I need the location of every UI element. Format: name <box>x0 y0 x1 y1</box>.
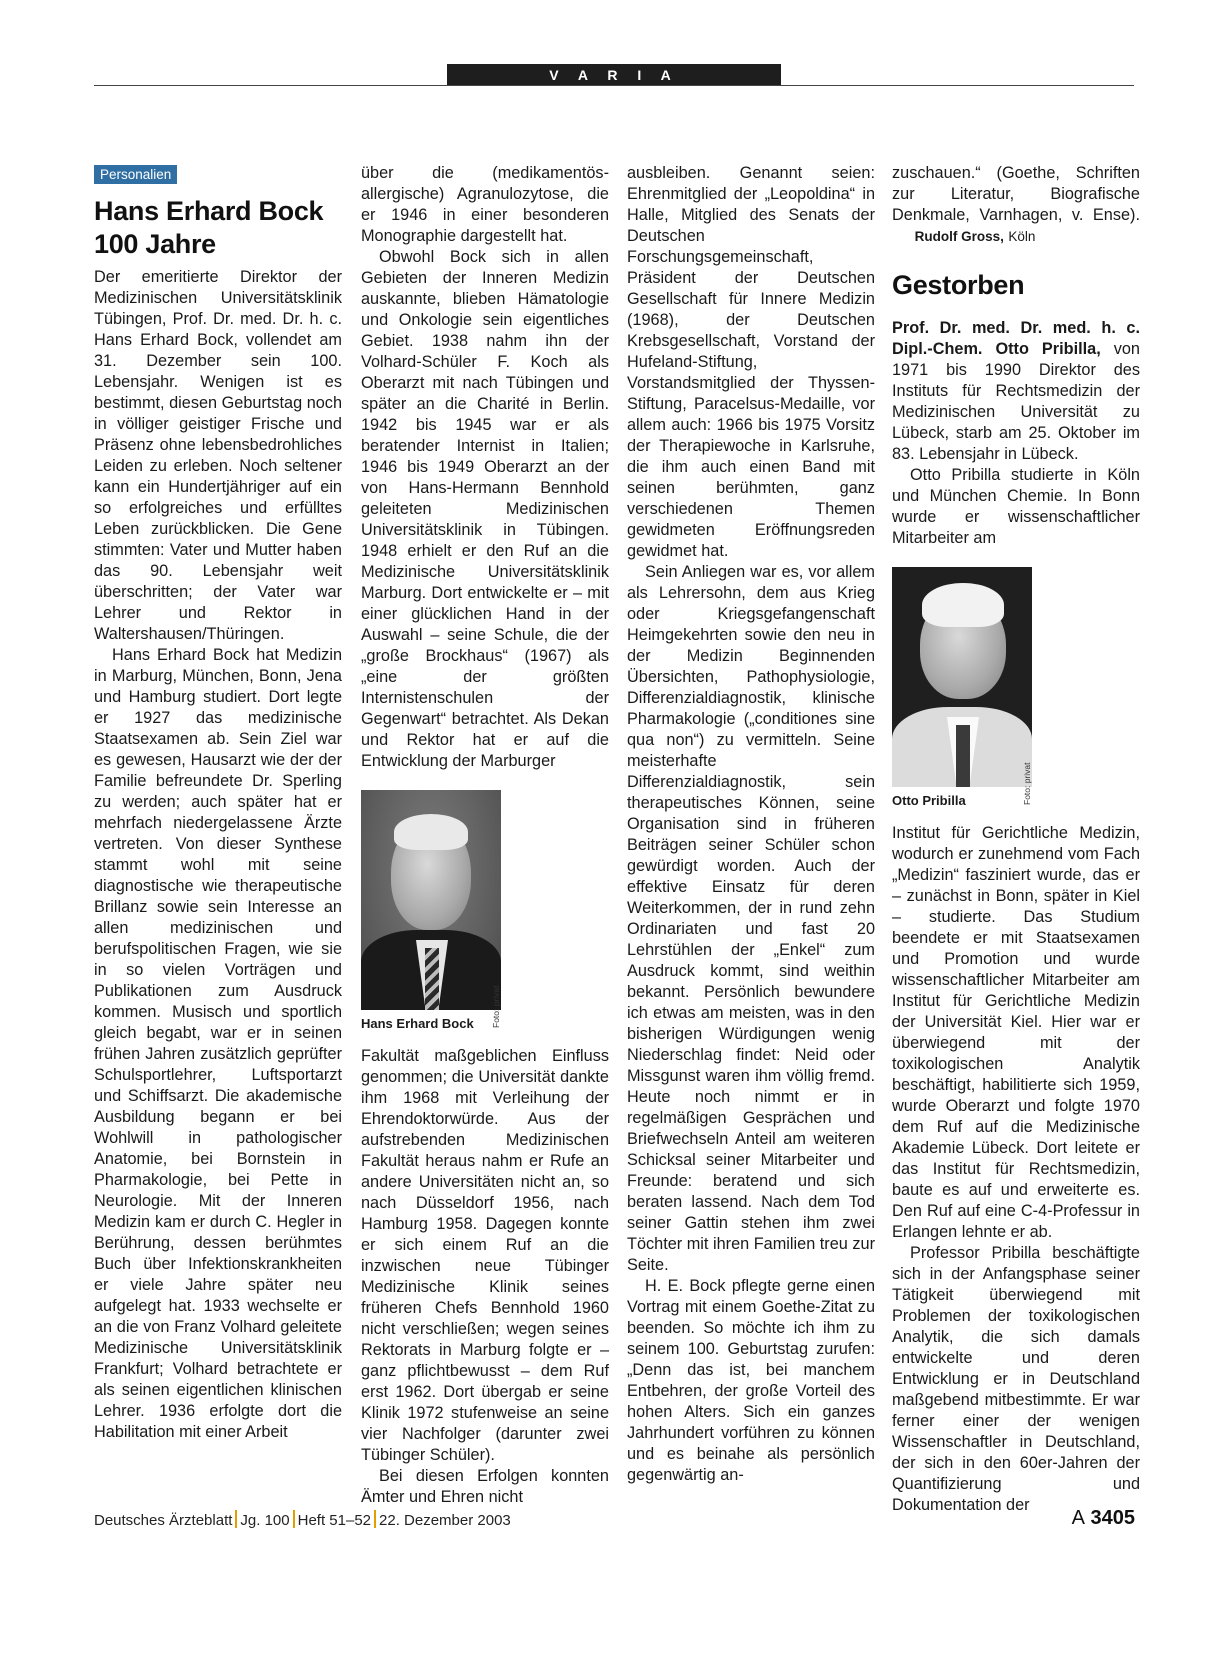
column-4 <box>892 163 1140 1516</box>
page-number-value: 3405 <box>1090 1507 1135 1529</box>
paragraph: Bei diesen Erfolgen konnten Ämter und Ehren nicht <box>361 1467 609 1506</box>
portrait-photo-bock <box>361 790 501 1010</box>
section-header: V A R I A <box>447 64 781 86</box>
photo-figure-bock <box>361 790 609 1032</box>
paragraph: Sein Anliegen war es, vor allem als Lehrersohn, dem aus Krieg oder Kriegsgefangenschaft Heimgekehrten sowie den neu in der Medizin Beginnenden Übersichten, Pathophysiologie, Differenzialdiagnostik, klinische Pharmakologie („conditiones sine qua non“) zu vermitteln. Seine meisterhafte Differenzialdiagnostik, sein therapeutisches Können, seine Organisation sind in früheren Beiträgen seiner Schüler schon gewürdigt worden. Auch der effektive Einsatz für deren Weiterkommen, der in rund zehn Ordinariaten und fast 20 Lehrstühlen der „Enkel“ zum Ausdruck kommt, sind weithin bekannt. Persönlich bewundere ich etwas am meisten, was in den bisherigen Würdigungen wenig Niederschlag findet: Neid oder Missgunst waren ihm völlig fremd. Heute noch nimmt er in regelmäßigen Gesprächen und Briefwechseln Anteil am weiteren Schicksal seiner Mitarbeiter und Freunde: beratend und sich beraten lassend. Nach dem Tod seiner Gattin stehen ihm zwei Töchter mit ihren Familien treu zur Seite. <box>627 563 875 1274</box>
article-title-line-2: 100 Jahre <box>94 229 216 259</box>
author-signature: Rudolf Gross, <box>914 229 1004 244</box>
obituary-lead: Prof. Dr. med. Dr. med. h. c. Dipl.-Chem. Otto Pribilla, <box>892 319 1140 358</box>
paragraph <box>892 318 1140 465</box>
page-number <box>1072 1507 1135 1530</box>
photo-figure-pribilla <box>892 567 1140 809</box>
article-title-line-1: Hans Erhard Bock <box>94 196 324 226</box>
column-3 <box>627 163 875 1486</box>
paragraph: Hans Erhard Bock hat Medizin in Marburg, München, Bonn, Jena und Hamburg studiert. Dort legte er 1927 das medizinische Staatsexamen ab. Sein Ziel war es gewesen, Hausarzt wie der der Familie befreundete Dr. Sperling zu werden; auch später hat er mehrfach niedergelassene Ärzte vertreten. Von dieser Synthese stammt wohl mit seine diagnostische wie therapeutische Brillanz sowie sein Interesse an allen medizinischen und berufspolitischen Fragen, wie sie in so vielen Vorträgen und Publikationen zum Ausdruck kommen. Musisch und sportlich gleich begabt, war er in seinen frühen Jahren zusätzlich geprüfter Schulsportlehrer, Luftsportarzt und Schiffsarzt. Die akademische Ausbildung begann er bei Wohlwill in pathologischer Anatomie, bei Bornstein in Pharmakologie, bei Pette in Neurologie. Mit der Inneren Medizin kam er durch C. Hegler in Berührung, dessen berühmtes Buch über Infektionskrankheiten er viele Jahre später neu aufgelegt hat. 1933 wechselte er an die von Franz Volhard geleitete Medizinische Universitätsklinik Frankfurt; Volhard betrachtete er als seinen eigentlichen klinischen Lehrer. 1936 erfolgte dort die Habilitation mit einer Arbeit <box>94 646 342 1441</box>
column-2 <box>361 163 609 1508</box>
page-prefix: A <box>1071 1507 1085 1529</box>
paragraph: Fakultät maßgeblichen Einfluss genommen; die Universität dankte ihm 1968 mit Verleihung der Ehrendoktorwürde. Aus der aufstrebenden Medizinischen Fakultät heraus nahm er Rufe an andere Universitäten nicht an, so nach Düsseldorf 1956, nach Hamburg 1958. Dagegen konnte er sich einem Ruf an die inzwischen neue Tübinger Medizinische Klinik seines früheren Chefs Bennhold 1960 nicht verschließen; wegen seines Rektorats in Marburg folgte er – ganz pflichtbewusst – dem Ruf erst 1962. Dort übergab er seine Klinik 1972 stufenweise an seine vier Nachfolger (darunter zwei Tübinger Schüler). <box>361 1047 609 1464</box>
volume: Jg. 100 <box>240 1512 290 1529</box>
portrait-photo-pribilla <box>892 567 1032 787</box>
separator <box>293 1510 295 1528</box>
photo-caption: Hans Erhard Bock <box>361 1016 474 1031</box>
journal-name: Deutsches Ärzteblatt <box>94 1512 233 1529</box>
paragraph: Der emeritierte Direktor der Medizinischen Universitätsklinik Tübingen, Prof. Dr. med. Dr. h. c. Hans Erhard Bock, vollendet am 31. Dezember sein 100. Lebensjahr. Wenigen ist es bestimmt, diesen Geburtstag noch in völliger geistiger Frische und Präsenz ohne lebensbedrohliches Leiden zu erleben. Noch seltener kann ein Hundertjähriger auf ein so erfolgreiches und erfülltes Leben zurückblicken. Die Gene stimmten: Vater und Mutter haben das 90. Lebensjahr weit überschritten; der Vater war Lehrer und Rektor in Waltershausen/Thüringen. <box>94 268 342 643</box>
paragraph: Institut für Gerichtliche Medizin, wodurch er zunehmend vom Fach „Medizin“ fasziniert wurde, das er – zunächst in Bonn, später in Kiel – studierte. Das Studium beendete er mit Staatsexamen und Promotion und wurde wissenschaftlicher Mitarbeiter am Institut für Gerichtliche Medizin der Universität Kiel. Hier war er überwiegend mit der toxikologischen Analytik beschäftigt, habilitierte sich 1959, wurde Oberarzt und folgte 1970 dem Ruf auf die Medizinische Akademie Lübeck. Dort leitete er das Institut für Rechtsmedizin, baute es auf und erweiterte es. Den Ruf auf eine C-4-Professur in Erlangen lehnte er ab. <box>892 824 1140 1241</box>
separator <box>235 1510 237 1528</box>
paragraph: ausbleiben. Genannt seien: Ehrenmitglied der „Leopoldina“ in Halle, Mitglied des Senats der Deutschen Forschungsgemeinschaft, Präsident der Deutschen Gesellschaft für Innere Medizin (1968), der Deutschen Krebsgesellschaft, Vorstand der Hufeland-Stiftung, Vorstandsmitglied der Thyssen-Stiftung, Paracelsus-Medaille, vor allem auch: 1966 bis 1975 Vorsitz der Therapiewoche in Karlsruhe, die ihm auch einen Band mit seinen berühmten, ganz verschiedenen Themen gewidmeten Eröffnungsreden gewidmet hat. <box>627 164 875 560</box>
paragraph: Otto Pribilla studierte in Köln und München Chemie. In Bonn wurde er wissenschaftlicher Mitarbeiter am <box>892 466 1140 547</box>
obituary-title: Gestorben <box>892 270 1025 300</box>
column-1 <box>94 163 342 1443</box>
issue: Heft 51–52 <box>297 1512 372 1529</box>
obituary-lead-rest: von 1971 bis 1990 Direktor des Instituts für Rechtsmedizin der Medizinischen Universität zu Lübeck, starb am 25. Oktober im 83. Lebensjahr in Lübeck. <box>892 340 1140 463</box>
category-tag: Personalien <box>94 165 177 184</box>
article-title <box>94 195 342 261</box>
paragraph: über die (medikamentös-allergische) Agranulozytose, die er 1946 in einer besonderen Monographie dargestellt hat. <box>361 164 609 245</box>
separator <box>374 1510 376 1528</box>
paragraph: Obwohl Bock sich in allen Gebieten der Inneren Medizin auskannte, blieben Hämatologie und Onkologie sein eigentliches Gebiet. 1938 nahm ihn der Volhard-Schüler F. Koch als Oberarzt mit nach Tübingen und später an die Charité in Berlin. 1942 bis 1945 war er als beratender Internist in Italien; 1946 bis 1949 Oberarzt an der von Hans-Hermann Bennhold geleiteten Medizinischen Universitätsklinik in Tübingen. 1948 erhielt er den Ruf an die Medizinische Universitätsklinik Marburg. Dort entwickelte er – mit einer glücklichen Hand in der Auswahl – seine Schule, die der „große Brockhaus“ (1967) als „eine der größten Internistenschulen der Gegenwart“ betrachtet. Als Dekan und Rektor hat er auf die Entwicklung der Marburger <box>361 248 609 770</box>
closing-quote: zuschauen.“ (Goethe, Schriften zur Literatur, Biografische Denkmale, Varnhagen, v. Ense). <box>892 164 1140 224</box>
issue-date: 22. Dezember 2003 <box>379 1512 511 1529</box>
header-rule <box>94 85 1134 86</box>
footer-citation <box>94 1510 511 1529</box>
paragraph: Professor Pribilla beschäftigte sich in der Anfangsphase seiner Tätigkeit überwiegend mit Problemen der toxikologischen Analytik, die sich damals entwickelte und deren Entwicklung er in Deutschland maßgebend mitbestimmte. Er war ferner einer der wenigen Wissenschaftler in Deutschland, der sich in den 60er-Jahren der Quantifizierung und Dokumentation der <box>892 1244 1140 1514</box>
paragraph <box>892 163 1140 247</box>
author-city: Köln <box>1008 229 1036 244</box>
photo-caption: Otto Pribilla <box>892 793 966 808</box>
paragraph: H. E. Bock pflegte gerne einen Vortrag mit einem Goethe-Zitat zu beenden. So möchte ich ihm zu seinem 100. Geburtstag zurufen: „Denn das ist, bei manchem Entbehren, der große Vorteil des hohen Alters. Sich ein ganzes Jahrhundert vorführen zu können und es beinahe als persönlich gegenwärtig an- <box>627 1277 875 1484</box>
